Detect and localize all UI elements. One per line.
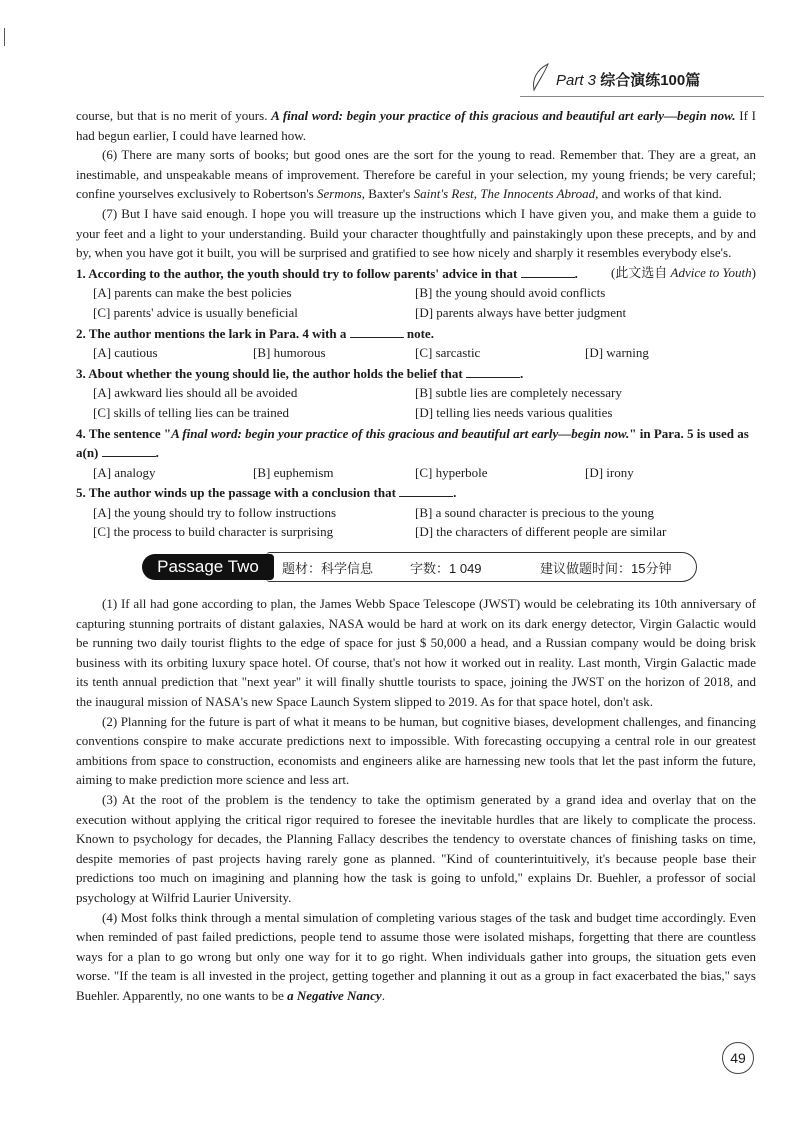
question-2-options — [76, 343, 756, 363]
wordcount-label: 字数：1 049 — [410, 561, 482, 577]
text: . — [381, 987, 385, 1003]
para-6 — [76, 145, 756, 204]
option-d[interactable]: [D] the characters of different people are similar — [415, 524, 667, 540]
emphasis: a Negative Nancy — [287, 987, 382, 1003]
answer-blank[interactable] — [399, 484, 453, 497]
question-5 — [76, 483, 756, 503]
option-c[interactable]: [C] skills of telling lies can be trained — [93, 404, 290, 420]
answer-blank[interactable] — [521, 265, 575, 278]
emphasis: A final word: begin your practice of this gracious and beautiful art early—begin now. — [271, 108, 736, 123]
header-part: Part 3 — [556, 72, 597, 89]
book-title: Sermons — [317, 186, 362, 202]
option-b[interactable]: [B] euphemism — [253, 464, 334, 480]
answer-blank[interactable] — [350, 325, 404, 338]
text: (7) But I have said enough. I hope you will treasure up the instructions which I have given you, and make them a guide to your feet and a light to your understanding. Build your character thoughtfully and painstakingly upon these precepts, and by and by, when you have got it built, you will be surprised and gratified to see how nicely and sharply it resembles everybody else's. — [76, 205, 756, 261]
option-a[interactable]: [A] parents can make the best policies — [93, 285, 292, 301]
option-d[interactable]: [D] warning — [585, 345, 649, 361]
option-c[interactable]: [C] sarcastic — [415, 345, 481, 361]
margin-mark — [4, 28, 5, 46]
question-stem: 3. About whether the young should lie, the author holds the belief that — [76, 365, 466, 381]
topic-label: 题材：科学信息 — [282, 561, 374, 577]
book-title: The Innocents Abroad — [480, 186, 596, 202]
option-a[interactable]: [A] the young should try to follow instructions — [93, 504, 337, 520]
question-stem-end: note. — [403, 325, 434, 341]
question-stem: 4. The sentence " — [76, 425, 172, 441]
time-label: 建议做题时间：15分钟 — [540, 561, 672, 577]
source-prefix: (此文选自 — [610, 264, 671, 280]
text: If I had begun earlier, I could have learned how. — [76, 108, 756, 143]
option-c[interactable]: [C] the process to build character is surprising — [93, 524, 334, 540]
question-3-options — [76, 383, 756, 422]
option-a[interactable]: [A] analogy — [93, 464, 156, 480]
p2-para-1: (1) If all had gone according to plan, the James Webb Space Telescope (JWST) would be celebrating its 10th anniversary of capturing stunning portraits of distant galaxies, NASA would be hard at work on its dark energy detector, Virgin Galactic would be running two daily tourist flights to the edge of space for just $ 50,000 a head, and a Russian company would be doing brisk business with its orbiting luxury space hotel. Of course, that's not how it worked out in reality. Last month, Virgin Galactic made its tenth annual prediction that "next year" it will finally shuttle tourists to space, joining the JWST on the horizon of 2018, and the inaugural mission of NASA's new Space Launch System slipped to 2019. As for that space hotel, don't ask. — [76, 596, 756, 710]
option-a[interactable]: [A] cautious — [93, 345, 158, 361]
text: , — [473, 186, 481, 202]
feather-icon — [528, 62, 554, 92]
question-stem-end: . — [453, 485, 457, 501]
header-title: 综合演练100篇 — [600, 72, 701, 89]
question-2 — [76, 324, 756, 344]
option-a[interactable]: [A] awkward lies should all be avoided — [93, 385, 298, 401]
question-4 — [76, 424, 756, 463]
p2-para-3: (3) At the root of the problem is the tendency to take the optimism generated by a grand idea and overlay that on the execution without applying the critical rigor required to foresee the inevitable hurdles that are likely to complicate the process. Known to psychology for decades, the Planning Fallacy describes the tendency to overstate chances of finishing tasks on time, despite memories of past projects having rarely gone as planned. "Kind of counterintuitively, it's because people base their predictions too much on imagining and planning how the task is going to unfold," explains Dr. Buehler, a professor of social psychology at Wilfrid Laurier University. — [76, 792, 756, 905]
source-suffix: ) — [751, 264, 756, 280]
question-3 — [76, 364, 756, 384]
option-d[interactable]: [D] telling lies needs various qualities — [415, 404, 613, 420]
question-stem: 1. According to the author, the youth should try to follow parents' advice in that — [76, 265, 521, 281]
text: (4) Most folks think through a mental simulation of completing various stages of the task and budget time accordingly. Even when reminded of past failed predictions, people tend to assume those were isolated mishaps, forgetting that there are countless ways for a plan to go wrong but only one way for it to go right. When individuals gather into groups, the situation gets even worse. "If the team is all invested in the project, getting together and planning it out as a group in fact exacerbated the bias," says Buehler. Apparently, no one wants to be — [76, 909, 756, 1003]
answer-blank[interactable] — [466, 365, 520, 378]
question-stem-end: . — [519, 365, 524, 381]
passage-two-banner — [76, 550, 756, 584]
p2-para-2: (2) Planning for the future is part of what it means to be human, but cognitive biases, development challenges, and financing conventions conspire to make accurate predictions next to impossible. With forecasting occupying a central role in our greatest ambitions from space to construction, economists and engineers alike are harnessing new tools that let the past inform the future, aiming to make prediction more science and less art. — [76, 713, 756, 788]
header-text — [556, 69, 700, 90]
question-1-options — [76, 283, 756, 322]
text: , Baxter's — [361, 186, 414, 202]
header-rule — [520, 96, 764, 97]
text: (6) There are many sorts of books; but good ones are the sort for the young to read. Remember that. They are a great, an inestimable, and unspeakable means of improvement. Therefore be careful in your selection, my young friends; be very careful; confine yourselves exclusively to Robertson's — [76, 147, 756, 202]
page-number: 49 — [722, 1042, 754, 1074]
option-d[interactable]: [D] irony — [585, 464, 634, 480]
para-5-tail — [76, 106, 756, 145]
source-note — [585, 263, 756, 283]
quoted-sentence: A final word: begin your practice of this gracious and beautiful art early—begin now. — [171, 425, 630, 441]
option-b[interactable]: [B] subtle lies are completely necessary — [415, 385, 622, 401]
passage-label: Passage Two — [142, 554, 274, 580]
option-b[interactable]: [B] a sound character is precious to the young — [415, 504, 654, 520]
question-stem-end: . — [155, 445, 159, 461]
book-title: Saint's Rest — [413, 186, 474, 202]
question-stem: 2. The author mentions the lark in Para. 4 with a — [76, 325, 350, 341]
text: , and works of that kind. — [595, 186, 722, 202]
option-b[interactable]: [B] the young should avoid conflicts — [415, 285, 606, 301]
option-c[interactable]: [C] parents' advice is usually beneficial — [93, 304, 298, 320]
p2-para-4 — [76, 908, 756, 1006]
option-c[interactable]: [C] hyperbole — [415, 464, 488, 480]
page-content — [76, 106, 756, 1006]
question-stem-end: . — [574, 265, 578, 281]
question-4-options — [76, 463, 756, 483]
answer-blank[interactable] — [102, 444, 156, 457]
text: course, but that is no merit of yours. — [76, 108, 272, 123]
question-stem-mid: " in Para. 5 is used as a(n) — [76, 425, 749, 461]
question-stem: 5. The author winds up the passage with a conclusion that — [76, 485, 400, 501]
source-title: Advice to Youth — [670, 264, 752, 280]
option-b[interactable]: [B] humorous — [253, 345, 326, 361]
page-header — [528, 62, 748, 92]
option-d[interactable]: [D] parents always have better judgment — [415, 304, 627, 320]
question-5-options — [76, 503, 756, 542]
